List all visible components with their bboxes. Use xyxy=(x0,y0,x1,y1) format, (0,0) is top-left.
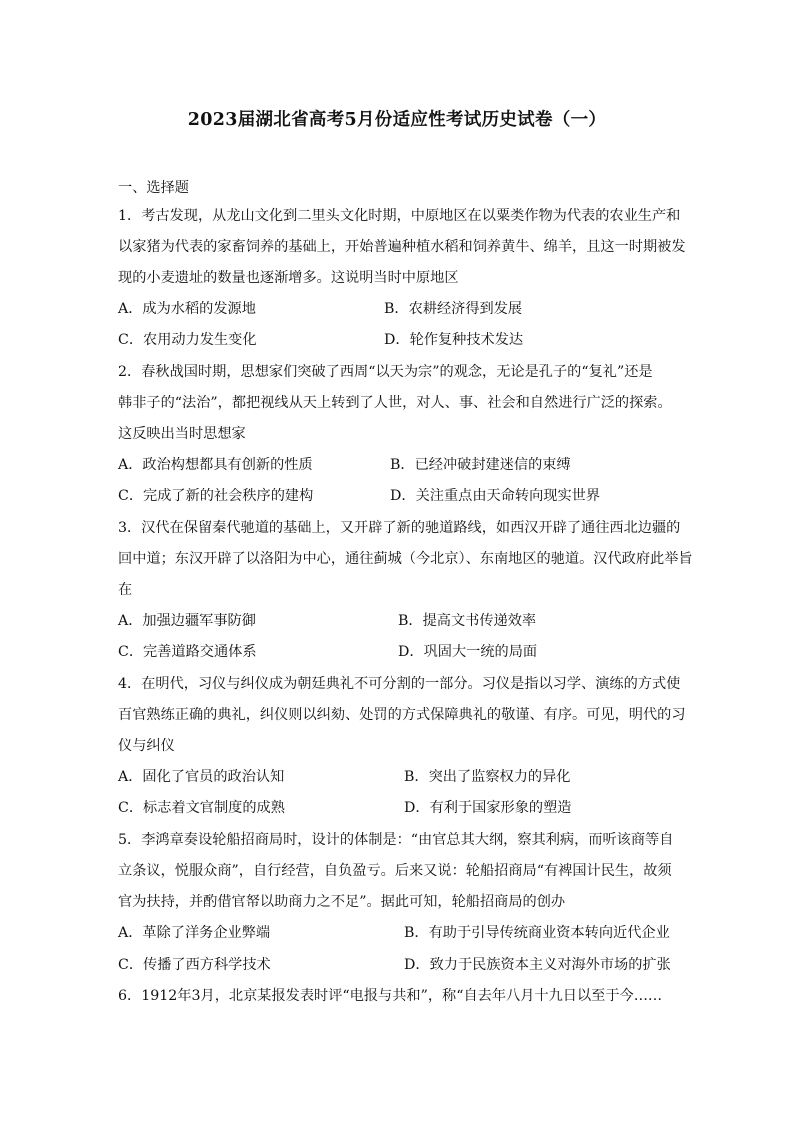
question-5-option-b: B．有助于引导传统商业资本转向近代企业 xyxy=(404,925,670,941)
question-3-option-b: B．提高文书传递效率 xyxy=(398,613,537,629)
question-3-line-2: 回中道；东汉开辟了以洛阳为中心，通往蓟城（今北京）、东南地区的驰道。汉代政府此举旨 xyxy=(118,551,693,567)
question-1-option-a: A．成为水稻的发源地 xyxy=(118,301,256,317)
question-1-option-c: C．农用动力发生变化 xyxy=(118,332,257,348)
question-5-option-a: A．革除了洋务企业弊端 xyxy=(118,925,271,941)
question-5-line-2: 立条议，悦服众商”，自行经营，自负盈亏。后来又说：轮船招商局“有裨国计民生，故须 xyxy=(118,863,672,879)
question-2-option-d: D．关注重点由天命转向现实世界 xyxy=(390,488,601,504)
exam-title: 2023届湖北省高考5月份适应性考试历史试卷（一） xyxy=(187,110,607,130)
question-5-option-d: D．致力于民族资本主义对海外市场的扩张 xyxy=(404,957,671,973)
question-3-option-c: C．完善道路交通体系 xyxy=(118,644,257,660)
question-3-option-d: D．巩固大一统的局面 xyxy=(398,644,538,660)
question-1-line-3: 现的小麦遗址的数量也逐渐增多。这说明当时中原地区 xyxy=(118,270,459,286)
question-2-option-c: C．完成了新的社会秩序的建构 xyxy=(118,488,314,504)
question-1-line-2: 以家猪为代表的家畜饲养的基础上，开始普遍种植水稻和饲养黄牛、绵羊，且这一时期被发 xyxy=(118,239,686,255)
question-4-option-c: C．标志着文官制度的成熟 xyxy=(118,800,285,816)
question-1-option-d: D．轮作复种技术发达 xyxy=(384,332,524,348)
question-5-option-c: C．传播了西方科学技术 xyxy=(118,957,271,973)
question-4-option-b: B．突出了监察权力的异化 xyxy=(404,769,571,785)
question-2-line-2: 韩非子的“法治”，都把视线从天上转到了人世，对人、事、社会和自然进行广泛的探索。 xyxy=(118,395,672,411)
question-2-line-3: 这反映出当时思想家 xyxy=(118,426,246,442)
question-4-line-2: 百官熟练正确的典礼，纠仪则以纠劾、处罚的方式保障典礼的敬谨、有序。可见，明代的习 xyxy=(118,707,686,723)
question-3-line-1: 3．汉代在保留秦代驰道的基础上，又开辟了新的驰道路线，如西汉开辟了通往西北边疆的 xyxy=(118,520,681,536)
question-2-line-1: 2．春秋战国时期，思想家们突破了西周“以天为宗”的观念，无论是孔子的“复礼”还是 xyxy=(118,364,653,380)
question-1-option-b: B．农耕经济得到发展 xyxy=(384,301,523,317)
question-4-option-a: A．固化了官员的政治认知 xyxy=(118,769,285,785)
question-3-line-3: 在 xyxy=(118,582,133,598)
question-6-line-1: 6．1912年3月，北京某报发表时评“电报与共和”，称“自去年八月十九日以至于今…… xyxy=(118,988,663,1004)
question-2-option-a: A．政治构想都具有创新的性质 xyxy=(118,457,313,473)
question-4-line-3: 仪与纠仪 xyxy=(118,738,175,754)
section-heading: 一、选择题 xyxy=(118,180,189,196)
question-5-line-3: 官为扶持，并酌借官帑以助商力之不足”。据此可知，轮船招商局的创办 xyxy=(118,894,566,910)
question-3-option-a: A．加强边疆军事防御 xyxy=(118,613,256,629)
question-2-option-b: B．已经冲破封建迷信的束缚 xyxy=(390,457,571,473)
question-1-line-1: 1．考古发现，从龙山文化到二里头文化时期，中原地区在以粟类作物为代表的农业生产和 xyxy=(118,208,681,224)
question-5-line-1: 5．李鸿章奏设轮船招商局时，设计的体制是：“由官总其大纲，察其利病，而听该商等自 xyxy=(118,832,674,848)
question-4-option-d: D．有利于国家形象的塑造 xyxy=(404,800,572,816)
question-4-line-1: 4．在明代，习仪与纠仪成为朝廷典礼不可分割的一部分。习仪是指以习学、演练的方式使 xyxy=(118,676,681,692)
